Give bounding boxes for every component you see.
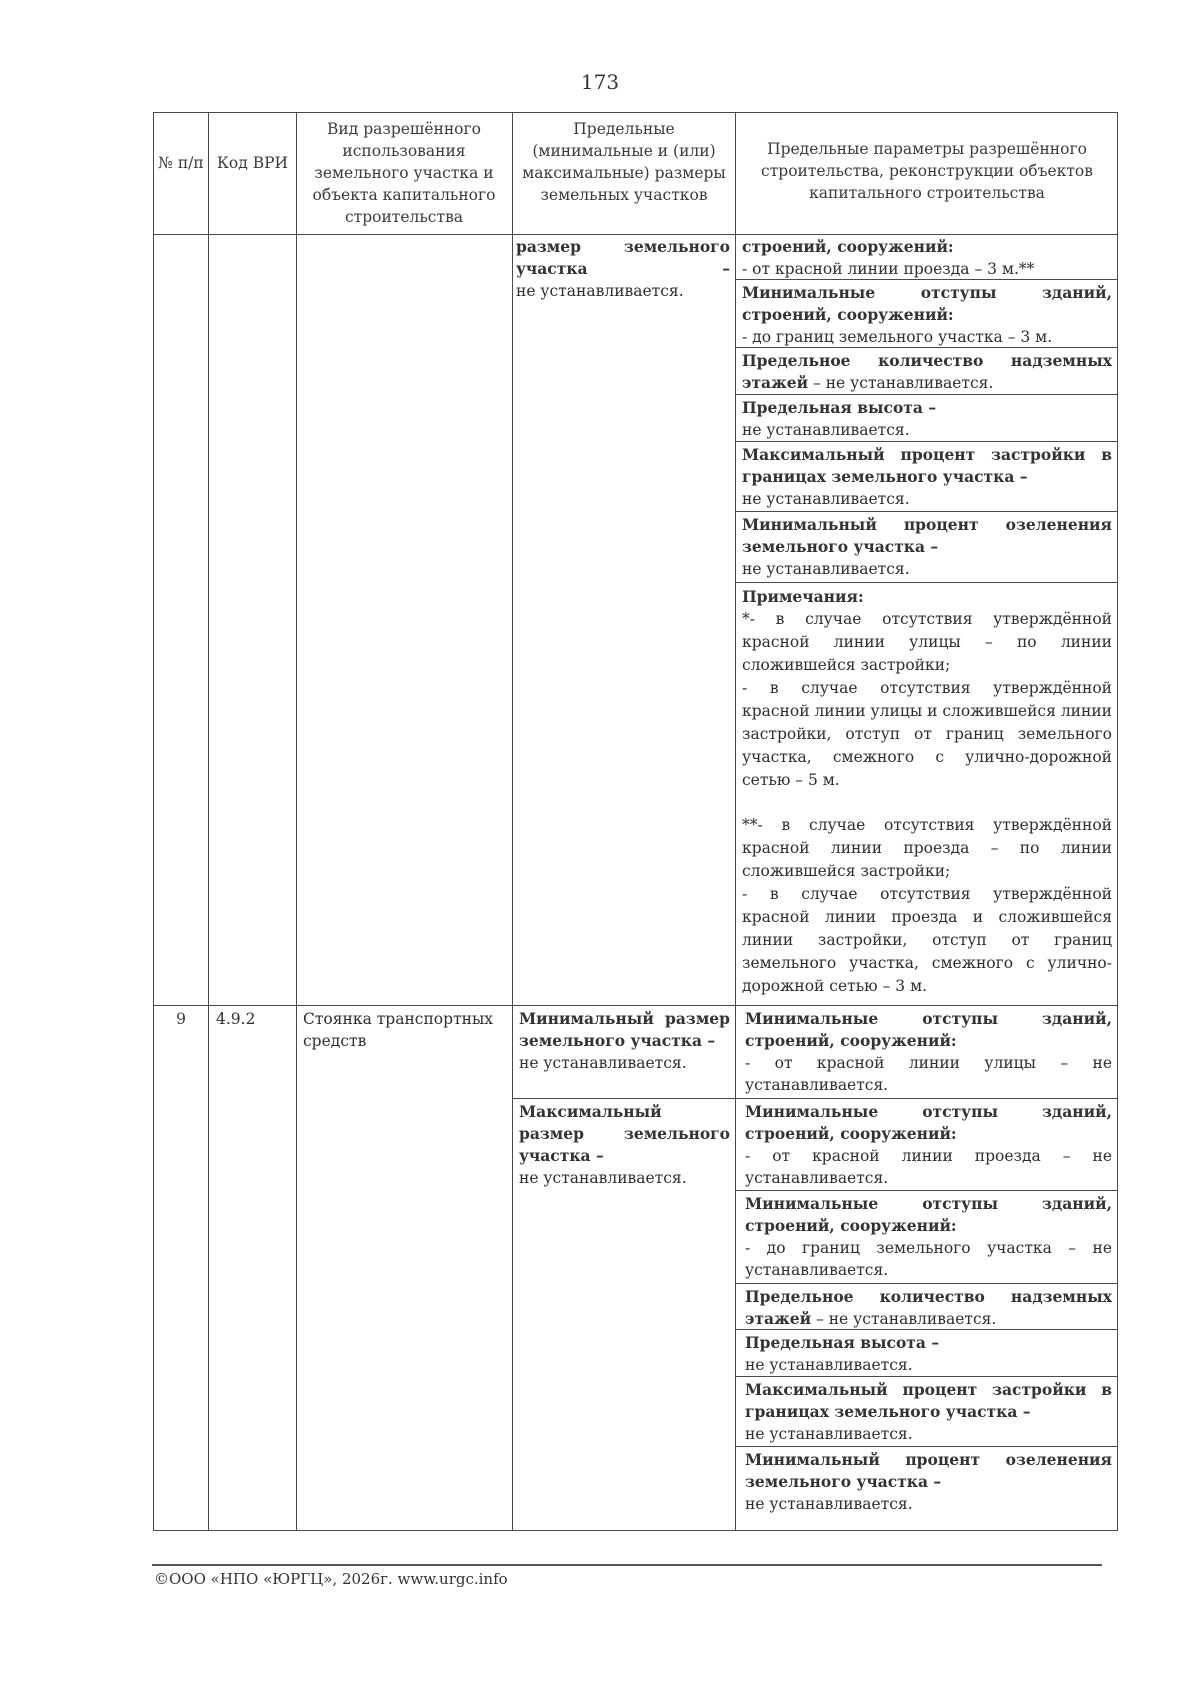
cont-param-5: Максимальный процент застройки в границах земельного участка – не устанавливается. xyxy=(742,445,1112,508)
row9-size-max: Максимальный размер земельного участка – не устанавливается. xyxy=(519,1102,730,1187)
row9-size-min: Минимальный размер земельного участка – не устанавливается. xyxy=(519,1009,730,1072)
row9-param-5: Предельная высота – не устанавливается. xyxy=(745,1333,940,1374)
cont-param-3: Предельное количество надземных этажей – не устанавливается. xyxy=(742,351,1112,392)
row9-param-4: Предельное количество надземных этажей – не устанавливается. xyxy=(745,1287,1112,1328)
row9-num: 9 xyxy=(176,1010,186,1028)
cont-param-6: Минимальный процент озеленения земельного участка – не устанавливается. xyxy=(742,515,1112,578)
row9-param-2: Минимальные отступы зданий, строений, сооружений: - от красной линии проезда – не устанавливается. xyxy=(745,1102,1112,1187)
cont-size-cell: размер земельного участка – не устанавливается. xyxy=(516,237,730,300)
row9-param-1: Минимальные отступы зданий, строений, сооружений: - от красной линии улицы – не устанавливается. xyxy=(745,1009,1112,1094)
row9-code: 4.9.2 xyxy=(216,1010,256,1028)
footer-copyright: ©ООО «НПО «ЮРГЦ», 2026г. www.urgc.info xyxy=(154,1570,508,1588)
row9-kind: Стоянка транспортных средств xyxy=(303,1010,494,1050)
notes-cell: Примечания: *- в случае отсутствия утверждённой красной линии улицы – по линии сложившейся застройки; - в случае отсутствия утверждённой красной линии улицы и сложившейся линии застройки, отступ от границ земельного участка, смежного с улично-дорожной сетью – 5 м. **- в случае отсутствия утверждённой красной линии проезда – по линии сложившейся застройки; - в случае отсутствия утверждённой красной линии проезда и сложившейся линии застройки, отступ от границ земельного участка, смежного с улично-дорожной сетью – 3 м. xyxy=(742,587,1112,995)
cont-param-1: строений, сооружений: - от красной линии проезда – 3 м.** xyxy=(742,237,1035,278)
row9-param-6: Максимальный процент застройки в границах земельного участка – не устанавливается. xyxy=(745,1380,1112,1443)
header-kind: Вид разрешённого использования земельного участка и объекта капитального строительства xyxy=(312,120,496,226)
cont-param-4: Предельная высота – не устанавливается. xyxy=(742,398,937,439)
header-num: № п/п xyxy=(158,154,204,172)
header-params: Предельные параметры разрешённого строительства, реконструкции объектов капитального строительства xyxy=(761,140,1093,202)
footer-divider xyxy=(152,1564,1102,1566)
header-code: Код ВРИ xyxy=(216,154,289,172)
row9-param-3: Минимальные отступы зданий, строений, сооружений: - до границ земельного участка – не устанавливается. xyxy=(745,1194,1112,1279)
header-size: Предельные (минимальные и (или) максимальные) размеры земельных участков xyxy=(522,120,726,204)
page-number: 173 xyxy=(580,70,620,94)
cont-param-2: Минимальные отступы зданий, строений, сооружений: - до границ земельного участка – 3 м. xyxy=(742,283,1112,346)
row9-param-7: Минимальный процент озеленения земельного участка – не устанавливается. xyxy=(745,1450,1112,1513)
